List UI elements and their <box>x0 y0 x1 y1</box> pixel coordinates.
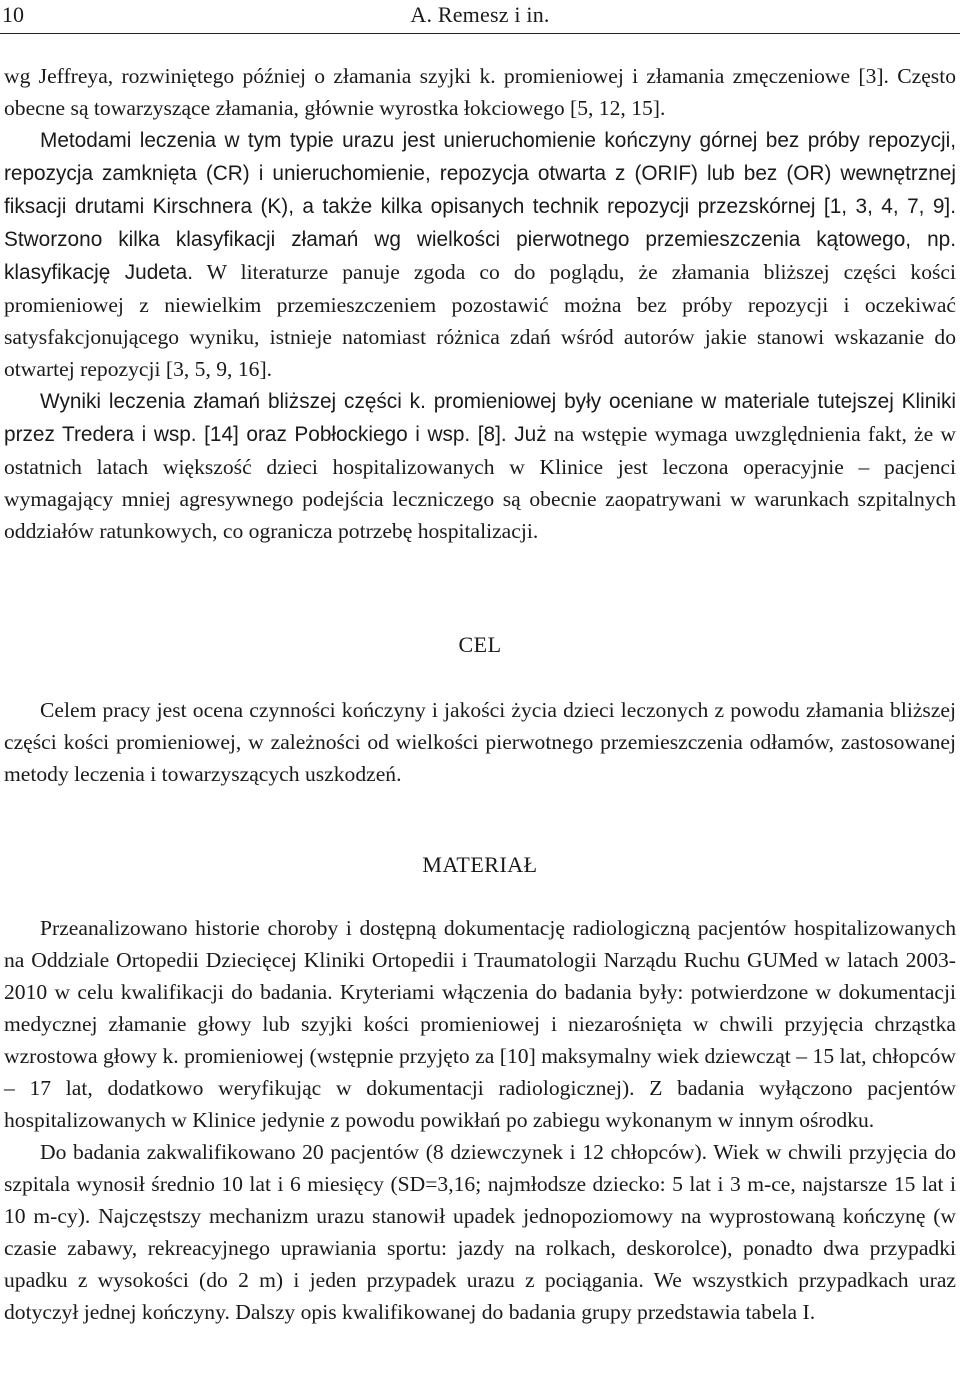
paragraph: Przeanalizowano historie choroby i dostępną dokumentację radiologiczną pacjentów hospitalizowanych na Oddziale Ortopedii Dziecięcej Kliniki Ortopedii i Traumatologii Narządu Ruchu GUMed w latach 2003-2010 w celu kwalifikacji do badania. Kryteriami włączenia do badania były: potwierdzone w dokumentacji medycznej złamanie głowy lub szyjki kości promieniowej i niezarośnięta w chwili przyjęcia chrząstka wzrostowa głowy k. promieniowej (wstępnie przyjęto za [10] maksymalny wiek dziewcząt – 15 lat, chłopców – 17 lat, dodatkowo weryfikując w dokumentacji radiologicznej). Z badania wyłączono pacjentów hospitalizowanych w Klinice jedynie z powodu powikłań po zabiegu wykonanym w innym ośrodku. <box>4 916 956 1132</box>
paragraph: Do badania zakwalifikowano 20 pacjentów (8 dziewczynek i 12 chłopców). Wiek w chwili przyjęcia do szpitala wynosił średnio 10 lat i 6 miesięcy (SD=3,16; najmłodsze dziecko: 5 lat i 3 m-ce, najstarsze 15 lat i 10 m-cy). Najczęstszy mechanizm urazu stanowił upadek jednopoziomowy na wyprostowaną kończynę (w czasie zabawy, rekreacyjnego uprawiania sportu: jazdy na rolkach, deskorolce), ponadto dwa przypadki upadku z wysokości (do 2 m) i jeden przypadek urazu z pociągania. We wszystkich przypadkach uraz dotyczył jednej kończyny. Dalszy opis kwalifikowanej do badania grupy przedstawia tabela I. <box>4 1140 956 1324</box>
paragraph <box>4 385 956 547</box>
text-run: Metodami leczenia w tym typie urazu jest unieruchomienie kończyny górnej bez próby repozycji, repozycja zamknięta (CR) i unieruchomienie, repozycja otwarta z (ORIF) lub bez (OR) wewnętrznej fiksacji drutami Kirschnera (K), a także kilka opisanych technik repozycji przezskórnej [1, 3, 4, 7, 9]. Stworzono kilka klasyfikacji złamań wg wielkości pierwotnego przemieszczenia kątowego, np. klasyfikację Judeta. <box>4 129 956 284</box>
material-section <box>4 912 956 1328</box>
page-header <box>0 0 960 36</box>
page-number: 10 <box>2 2 24 27</box>
section-heading-cel: CEL <box>458 632 502 657</box>
paragraph: wg Jeffreya, rozwiniętego później o złamania szyjki k. promieniowej i złamania zmęczeniowe [3]. Często obecne są towarzyszące złamania, głównie wyrostka łokciowego [5, 12, 15]. <box>4 64 956 120</box>
section-heading-material: MATERIAŁ <box>422 852 538 877</box>
paragraph: Celem pracy jest ocena czynności kończyny i jakości życia dzieci leczonych z powodu złamania bliższej części kości promieniowej, w zależności od wielkości pierwotnego przemieszczenia odłamów, zastosowanej metody leczenia i towarzyszących uszkodzeń. <box>4 698 956 786</box>
header-rule <box>0 33 960 34</box>
text-run: na wstępie wymaga uwzględnienia fakt, że w ostatnich latach większość dzieci hospitalizowanych w Klinice jest leczona operacyjnie – pacjenci wymagający mniej agresywnego podejścia leczniczego są obecnie zaopatrywani w warunkach szpitalnych oddziałów ratunkowych, co ogranicza potrzebę hospitalizacji. <box>4 422 956 543</box>
text-run: W literaturze panuje zgoda co do poglądu, że złamania bliższej części kości promieniowej z niewielkim przemieszczeniem pozostawić można bez próby repozycji i oczekiwać satysfakcjonującego wyniku, istnieje natomiast różnica zdań wśród autorów jakie stanowi wskazanie do otwartej repozycji [3, 5, 9, 16]. <box>4 260 957 381</box>
text-run: Wyniki leczenia złamań bliższej części k. promieniowej były oceniane w materiale tutejszej Kliniki przez Tredera i wsp. [14] oraz Pobłockiego i wsp. [8]. Już <box>4 390 956 446</box>
paragraph <box>4 124 956 385</box>
running-head: A. Remesz i in. <box>410 2 550 27</box>
cel-section <box>4 694 956 790</box>
intro-section <box>4 60 956 547</box>
